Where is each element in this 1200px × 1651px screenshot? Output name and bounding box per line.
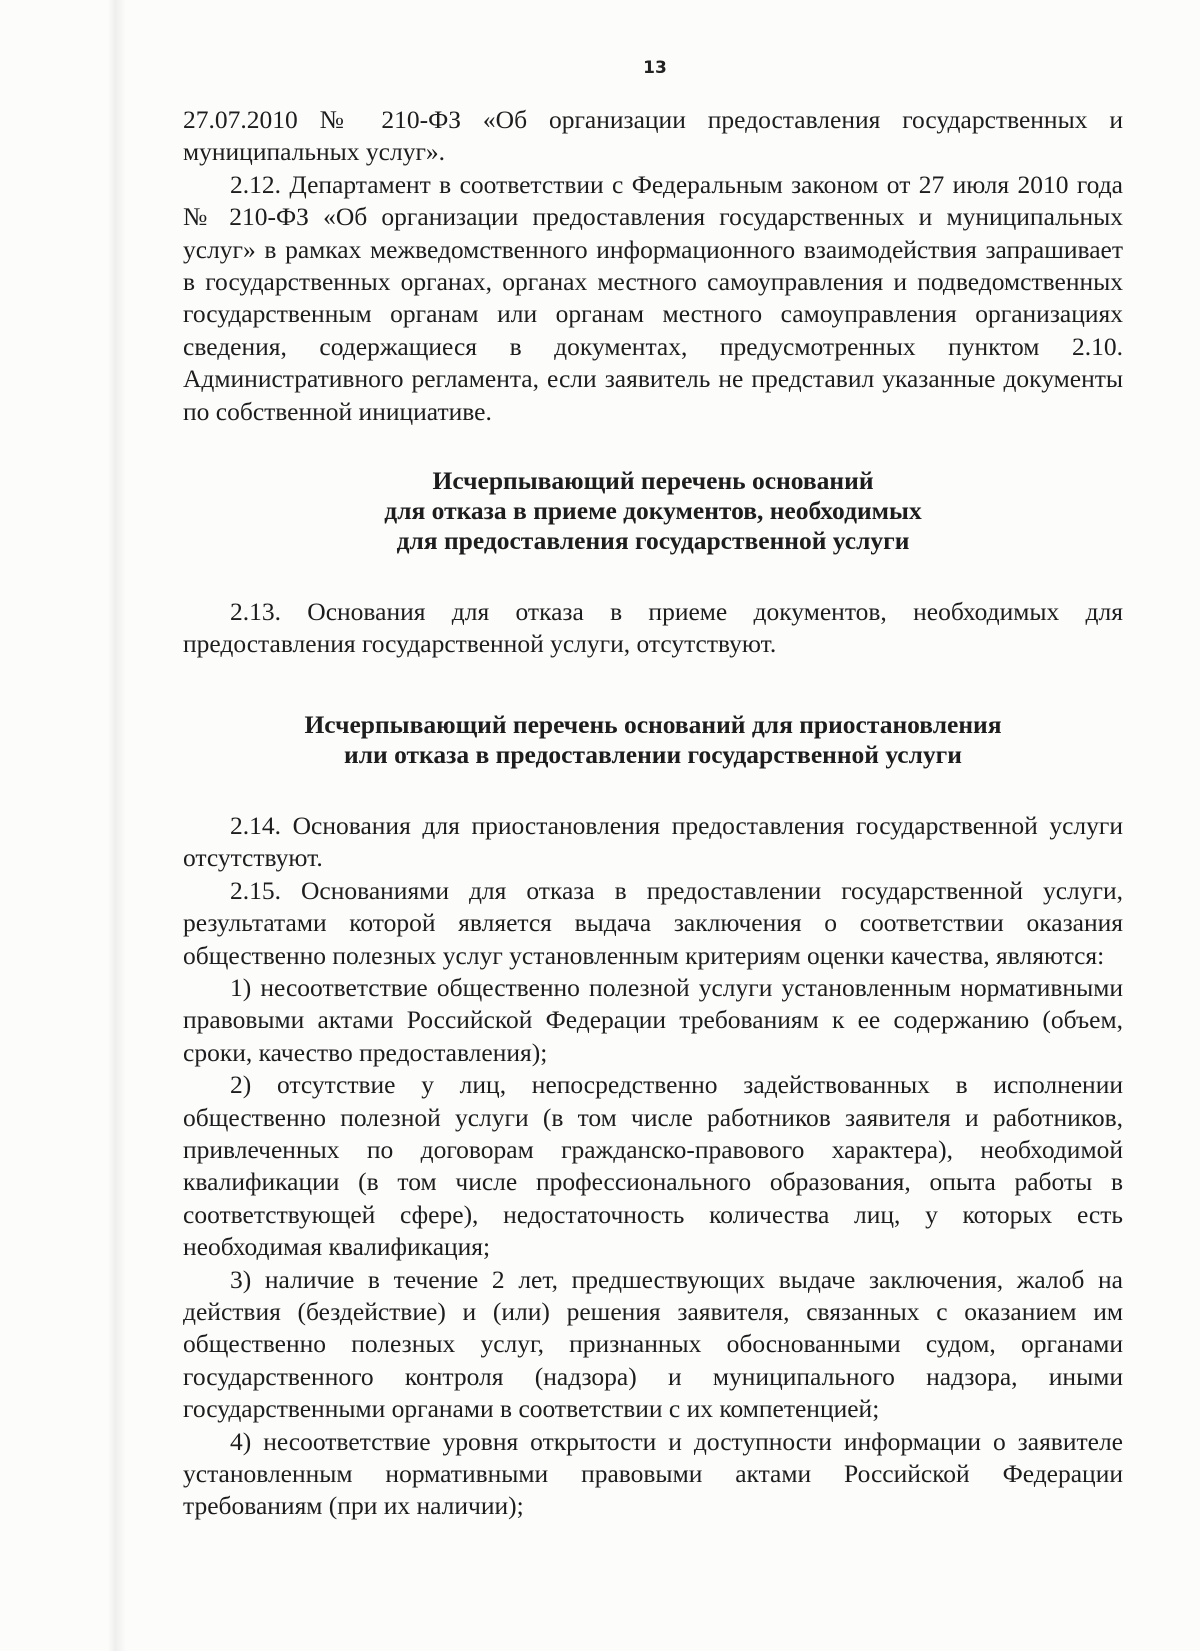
- page-number: 13: [643, 58, 667, 78]
- section-heading-suspension-refusal: [183, 710, 1123, 770]
- paragraph-2-14: 2.14. Основания для приостановления предоставления государственной услуги отсутствуют.: [183, 810, 1123, 873]
- heading-line: Исчерпывающий перечень оснований для приостановления: [304, 709, 1002, 739]
- list-item-1: 1) несоответствие общественно полезной услуги установленным нормативными правовыми актами Российской Федерации требованиям к ее содержанию (объем, сроки, качество предоставления);: [183, 972, 1123, 1067]
- list-item-2: 2) отсутствие у лиц, непосредственно задействованных в исполнении общественно полезной услуги (в том числе работников заявителя и работников, привлеченных по договорам гражданско-правового характера), необходимой квалификации (в том числе профессионального образования, опыта работы в соответствующей сфере), недостаточность количества лиц, у которых есть необходимая квалификация;: [183, 1070, 1123, 1262]
- scan-shadow: [108, 0, 126, 1651]
- document-body: [183, 104, 1123, 1523]
- section-heading-refusal-acceptance: [183, 466, 1123, 556]
- heading-line: для предоставления государственной услуги: [396, 526, 910, 556]
- heading-line: или отказа в предоставлении государственной услуги: [344, 739, 962, 769]
- paragraph-2-15: 2.15. Основаниями для отказа в предоставлении государственной услуги, результатами которой является выдача заключения о соответствии оказания общественно полезных услуг установленным критериям оценки качества, являются:: [183, 875, 1123, 970]
- paragraph-continuation: 27.07.2010 № 210-ФЗ «Об организации предоставления государственных и муниципальных услуг».: [183, 105, 1123, 167]
- list-item-4: 4) несоответствие уровня открытости и доступности информации о заявителе установленным нормативными правовыми актами Российской Федерации требованиям (при их наличии);: [183, 1426, 1123, 1521]
- paragraph-2-13: 2.13. Основания для отказа в приеме документов, необходимых для предоставления государственной услуги, отсутствуют.: [183, 597, 1123, 659]
- list-item-3: 3) наличие в течение 2 лет, предшествующих выдаче заключения, жалоб на действия (бездействие) и (или) решения заявителя, связанных с оказанием им общественно полезных услуг, признанных обоснованными судом, органами государственного контроля (надзора) и муниципального надзора, иными государственными органами в соответствии с их компетенцией;: [183, 1264, 1123, 1424]
- heading-line: для отказа в приеме документов, необходимых: [384, 496, 922, 526]
- paragraph-2-12: 2.12. Департамент в соответствии с Федеральным законом от 27 июля 2010 года № 210-ФЗ «Об организации предоставления государственных и муниципальных услуг» в рамках межведомственного информационного взаимодействия запрашивает в государственных органах, органах местного самоуправления и подведомственных государственным органам или органам местного самоуправления организациях сведения, содержащиеся в документах, предусмотренных пунктом 2.10. Административного регламента, если заявитель не представил указанные документы по собственной инициативе.: [183, 169, 1123, 426]
- heading-line: Исчерпывающий перечень оснований: [432, 466, 874, 496]
